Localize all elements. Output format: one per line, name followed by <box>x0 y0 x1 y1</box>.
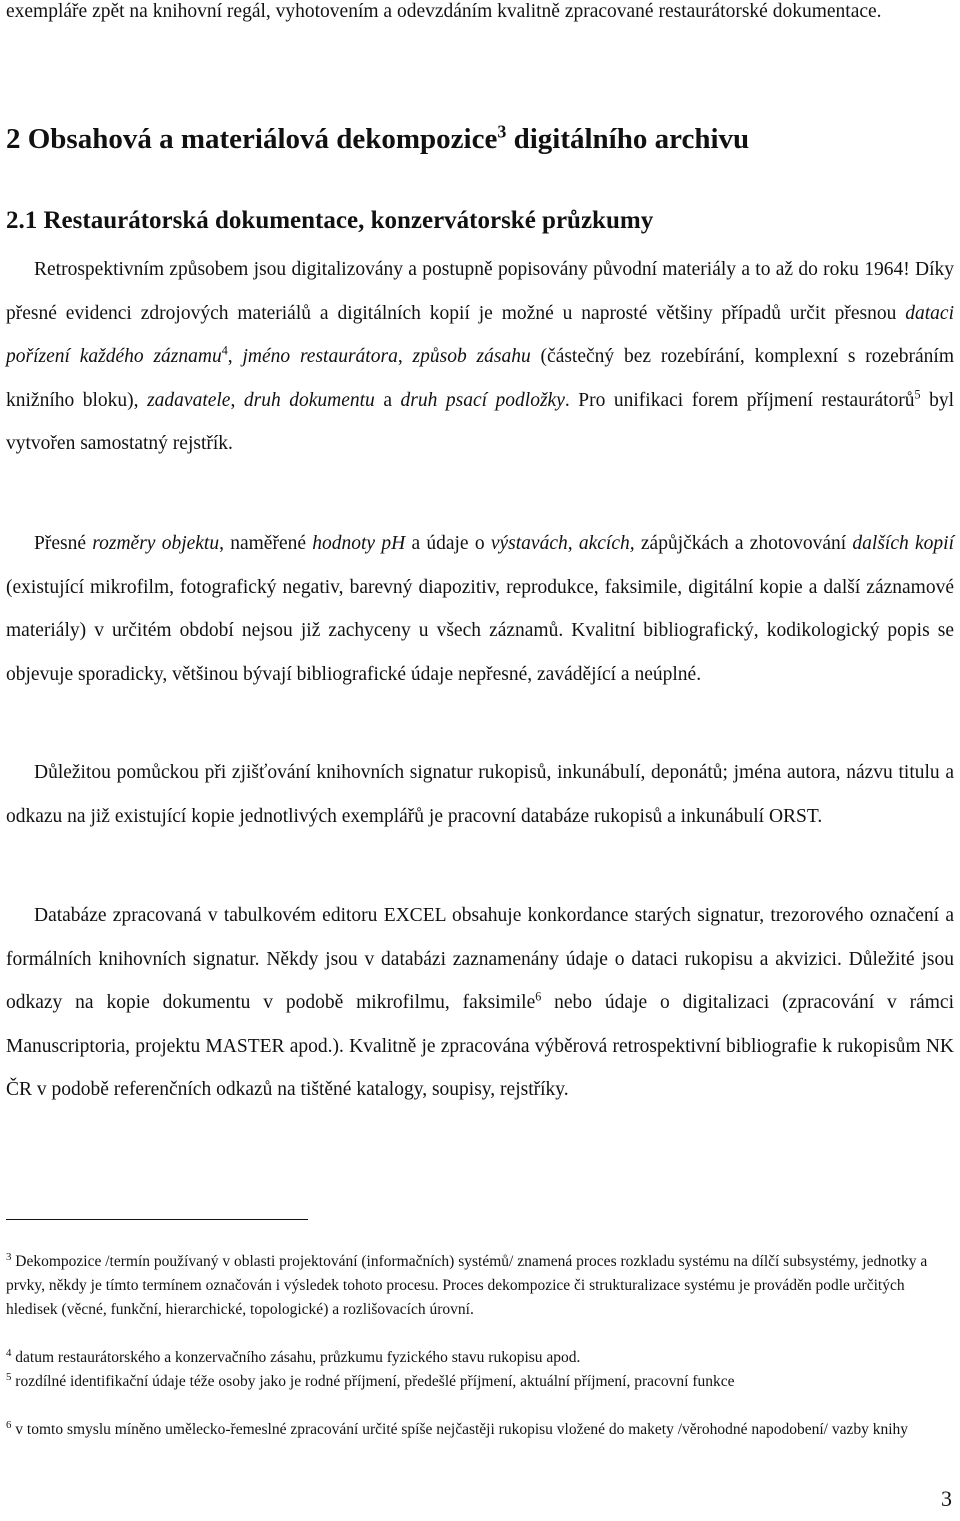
footnote-divider <box>6 1219 308 1220</box>
paragraph-3 <box>6 751 954 838</box>
paragraph-1 <box>6 248 954 466</box>
subsection-heading: 2.1 Restaurátorská dokumentace, konzervátorské průzkumy <box>6 207 654 234</box>
p2-italic: hodnoty pH <box>312 533 406 554</box>
p1-italic: zadavatele <box>147 389 231 411</box>
footnote-3 <box>6 1250 954 1322</box>
footnote-6 <box>6 1418 954 1442</box>
footnote-text: datum restaurátorského a konzervačního zásahu, průzkumu fyzického stavu rukopisu apod. <box>11 1349 581 1366</box>
p1-text: a <box>374 389 401 411</box>
footnote-text: v tomto smyslu míněno umělecko-řemeslné zpracování určité spíše nejčastěji rukopisu vložené do makety /věrohodné napodobení/ vazby knihy <box>11 1421 909 1438</box>
p1-text: . Pro unifikaci forem příjmení restaurátorů <box>564 389 915 411</box>
footnote-text: rozdílné identifikační údaje téže osoby jako je rodné příjmení, předešlé příjmení, aktuální příjmení, pracovní funkce <box>11 1373 735 1390</box>
footnote-number: 3 <box>6 1250 12 1263</box>
p1-text: , <box>230 389 244 411</box>
footnote-ref-5[interactable]: 5 <box>914 387 921 401</box>
footnote-ref-4[interactable]: 4 <box>221 343 228 358</box>
footnote-number: 5 <box>6 1370 12 1383</box>
p1-italic: dataci pořízení každého záznamu <box>6 302 954 367</box>
footnote-number: 6 <box>6 1418 12 1431</box>
section-heading <box>6 116 749 162</box>
p2-text: zápůjčkách a zhotovování <box>634 533 853 554</box>
p1-italic: druh psací podložky <box>400 389 565 411</box>
p2-text: (existující mikrofilm, fotografický negativ, barevný diapozitiv, reprodukce, faksimile, digitální kopie a další záznamové materiály) v určitém období nejsou již zachyceny u všech záznamů. Kvalitní bibliografický, kodikologický popis se objevuje sporadicky, většinou bývají bibliografické údaje nepřesné, zavádějící a neúplné. <box>6 576 954 685</box>
p2-text: , naměřené <box>219 533 313 554</box>
p4-text: nebo údaje o digitalizaci (zpracování v rámci Manuscriptoria, projektu MASTER apod.). Kvalitně je zpracována výběrová retrospektivní bibliografie k rukopisům NK ČR v podobě referenčních odkazů na tištěné katalogy, soupisy, rejstříky. <box>6 992 954 1100</box>
p4-text: Databáze zpracovaná v tabulkovém editoru EXCEL obsahuje konkordance starých signatur, trezorového označení a formálních knihovních signatur. Někdy jsou v databázi zaznamenány údaje o dataci rukopisu a akvizici. Důležité jsou odkazy na kopie dokumentu v podobě mikrofilmu, faksimile <box>6 905 954 1013</box>
p1-text: , <box>397 346 413 367</box>
p2-text: Přesné <box>34 533 93 554</box>
p1-text: (částečný bez rozebírání, komplexní s rozebráním knižního bloku), <box>6 346 955 411</box>
footnote-ref-3[interactable]: 3 <box>497 121 507 142</box>
footnote-text: Dekompozice /termín používaný v oblasti projektování (informačních) systémů/ znamená proces rozkladu systému na dílčí subsystémy, jednotky a prvky, někdy je tímto termínem označován i výsledek tohoto procesu. Proces dekompozice či strukturalizace systému je prováděn podle určitých hledisek (věcné, funkční, hierarchické, topologické) a rozlišovacích úrovní. <box>6 1253 928 1318</box>
p1-italic: jméno restaurátora <box>242 346 398 367</box>
top-fragment-paragraph: exempláře zpět na knihovní regál, vyhotovením a odevzdáním kvalitně zpracované restaurátorské dokumentace. <box>6 1 882 22</box>
p2-italic: výstavách, akcích, <box>490 533 635 554</box>
p1-italic: druh dokumentu <box>243 389 375 411</box>
heading-text-end: digitálního archivu <box>506 123 750 155</box>
page-number: 3 <box>941 1486 952 1511</box>
p3-text: Důležitou pomůckou při zjišťování knihovních signatur rukopisů, inkunábulí, deponátů; jména autora, názvu titulu a odkazu na již existující kopie jednotlivých exemplářů je pracovní databáze rukopisů a inkunábulí ORST. <box>6 762 954 827</box>
p2-italic: rozměry objektu <box>92 533 220 554</box>
p2-text: a údaje o <box>405 533 491 554</box>
p1-italic: způsob zásahu <box>412 346 531 367</box>
footnote-ref-6[interactable]: 6 <box>535 989 542 1004</box>
p2-italic: dalších kopií <box>852 533 954 554</box>
paragraph-2 <box>6 522 954 696</box>
footnote-5 <box>6 1370 954 1394</box>
footnote-number: 4 <box>6 1346 12 1359</box>
paragraph-4 <box>6 894 954 1112</box>
heading-text: 2 Obsahová a materiálová dekompozice <box>6 123 498 155</box>
p1-text: Retrospektivním způsobem jsou digitalizovány a postupně popisovány původní materiály a to až do roku 1964! Díky přesné evidenci zdrojových materiálů a digitálních kopií je možné u naprosté většiny případů určit přesnou <box>6 259 954 324</box>
p1-text: byl vytvořen samostatný rejstřík. <box>6 389 955 454</box>
footnote-4 <box>6 1346 954 1370</box>
p1-text: , <box>227 346 243 367</box>
